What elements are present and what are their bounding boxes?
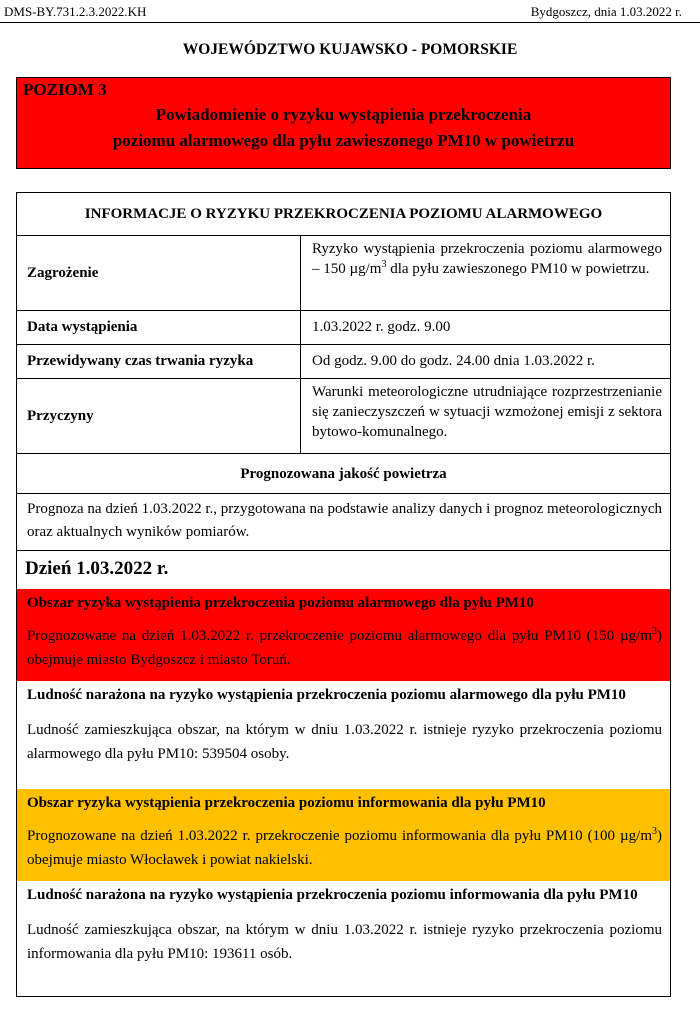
info-table [16, 192, 671, 997]
row-label: Zagrożenie [17, 236, 301, 310]
day-title: Dzień 1.03.2022 r. [25, 558, 169, 579]
alarm-area-section [17, 589, 670, 681]
info-table-title: INFORMACJE O RYZYKU PRZEKROCZENIA POZIOMU ALARMOWEGO [17, 193, 670, 236]
info-area-section [17, 789, 670, 881]
row-value: 1.03.2022 r. godz. 9.00 [312, 319, 451, 335]
document-id: DMS-BY.731.2.3.2022.KH [4, 4, 147, 19]
table-row-duration [17, 345, 670, 379]
section-heading: Obszar ryzyka wystąpienia przekroczenia poziomu alarmowego dla pyłu PM10 [27, 595, 534, 611]
forecast-title: Prognozowana jakość powietrza [17, 454, 670, 494]
table-row-causes [17, 379, 670, 454]
section-heading: Ludność narażona na ryzyko wystąpienia przekroczenia poziomu alarmowego dla pyłu PM10 [27, 687, 626, 703]
table-row-threat [17, 236, 670, 311]
header-divider [0, 22, 700, 23]
alert-level: POZIOM 3 [23, 80, 107, 99]
row-label: Data wystąpienia [17, 311, 301, 344]
section-heading: Obszar ryzyka wystąpienia przekroczenia poziomu informowania dla pyłu PM10 [27, 795, 546, 811]
section-body: Ludność zamieszkująca obszar, na którym w dniu 1.03.2022 r. istnieje ryzyko przekroczenia poziomu informowania dla pyłu PM10: 193611 osób. [27, 922, 662, 962]
section-body: Prognozowane na dzień 1.03.2022 r. przekroczenie poziomu alarmowego dla pyłu PM10 (150 $\mu g/m^3$) obejmuje miasto Bydgoszcz i miasto Toruń. [27, 626, 662, 668]
region-title: WOJEWÓDZTWO KUJAWSKO - POMORSKIE [182, 41, 518, 58]
section-heading: Ludność narażona na ryzyko wystąpienia przekroczenia poziomu informowania dla pyłu PM10 [27, 887, 638, 903]
section-body: Prognozowane na dzień 1.03.2022 r. przekroczenie poziomu informowania dla pyłu PM10 (100 $\mu g/m^3$) obejmuje miasto Włocławek i powiat nakielski. [27, 826, 662, 868]
place-date: Bydgoszcz, dnia 1.03.2022 r. [530, 4, 682, 19]
row-value: Ryzyko wystąpienia przekroczenia poziomu alarmowego – 150 $\mu g/m^3$ dla pyłu zawieszonego PM10 w powietrzu. [312, 241, 662, 277]
forecast-text: Prognoza na dzień 1.03.2022 r., przygotowana na podstawie analizy danych i prognoz meteorologicznych oraz aktualnych wyników pomiarów. [17, 494, 670, 551]
row-value: Warunki meteorologiczne utrudniające rozprzestrzenianie się zanieczyszczeń w sytuacji wzmożonej emisji z sektora bytowo-komunalnego. [312, 384, 662, 440]
alert-title [17, 102, 670, 154]
alert-title-line2: poziomu alarmowego dla pyłu zawieszonego PM10 w powietrzu [112, 131, 575, 150]
alert-banner [16, 77, 671, 169]
info-population-section [17, 881, 670, 991]
row-value: Od godz. 9.00 do godz. 24.00 dnia 1.03.2022 r. [312, 353, 595, 369]
section-body: Ludność zamieszkująca obszar, na którym w dniu 1.03.2022 r. istnieje ryzyko przekroczenia poziomu alarmowego dla pyłu PM10: 539504 osoby. [27, 722, 662, 762]
row-label: Przewidywany czas trwania ryzyka [17, 345, 301, 378]
alarm-population-section [17, 681, 670, 789]
row-label: Przyczyny [17, 379, 301, 453]
table-row-date [17, 311, 670, 345]
alert-title-line1: Powiadomienie o ryzyku wystąpienia przekroczenia [155, 105, 532, 124]
